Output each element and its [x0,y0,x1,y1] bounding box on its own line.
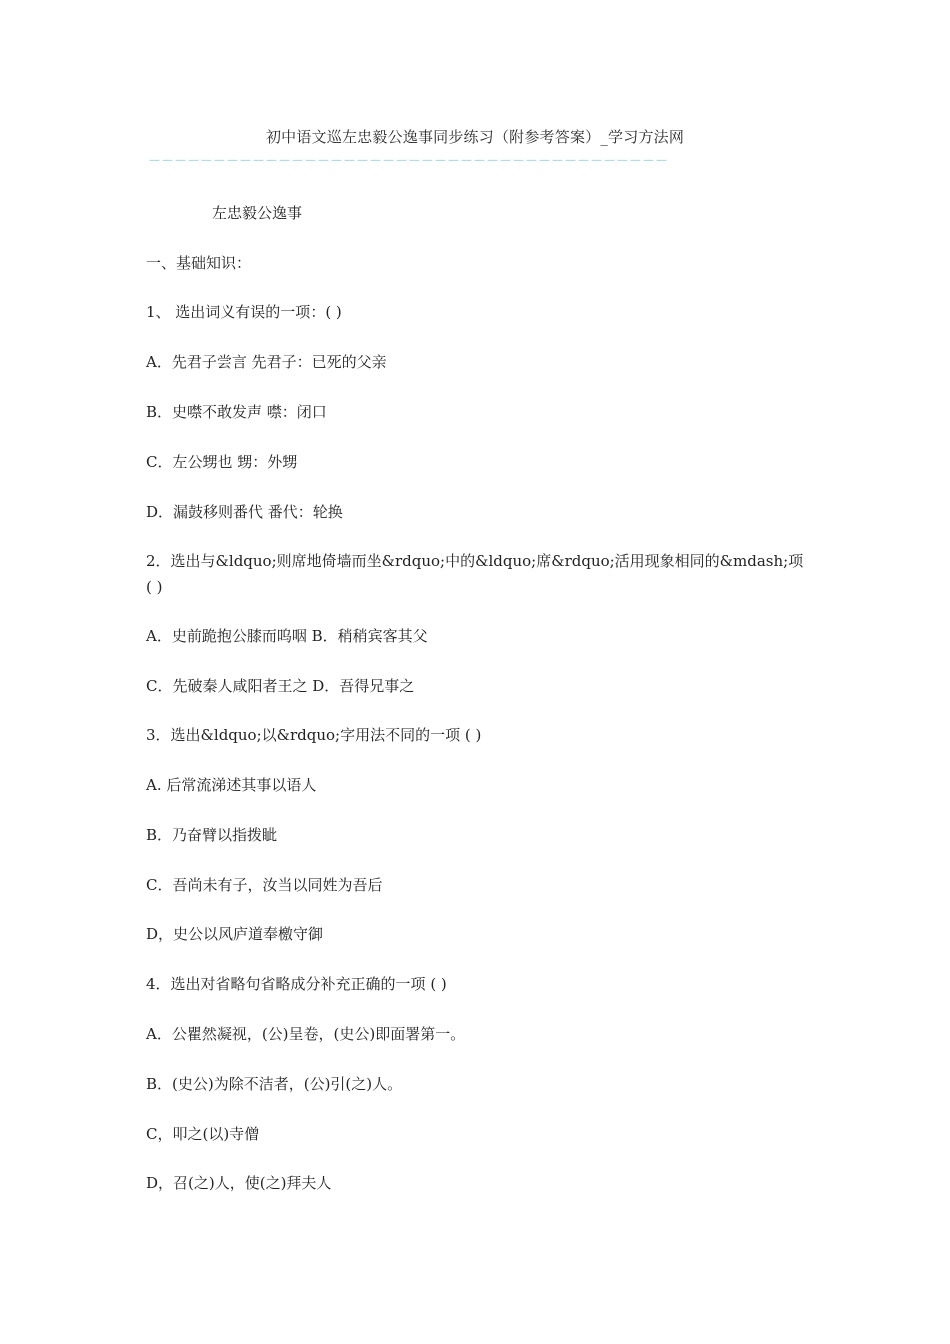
option-line: B．(史公)为除不洁者，(公)引(之)人。 [146,1075,403,1093]
option-line: C．先破秦人咸阳者王之 D．吾得兄事之 [146,677,415,695]
question-line: 1、 选出词义有误的一项：( ) [146,303,342,321]
option-line: A．先君子尝言 先君子：已死的父亲 [146,353,387,371]
option-line: D，史公以风庐道奉檄守御 [146,925,324,943]
option-line: C，叩之(以)寺僧 [146,1125,260,1143]
option-line: C．左公甥也 甥：外甥 [146,453,298,471]
option-line: D，召(之)人，使(之)拜夫人 [146,1174,332,1192]
section-heading: 一、基础知识： [146,254,252,272]
question-line: 3．选出&ldquo;以&rdquo;字用法不同的一项 ( ) [146,726,482,744]
option-line: B．史噤不敢发声 噤：闭口 [146,403,327,421]
lesson-title: 左忠毅公逸事 [212,204,303,222]
option-line: D．漏鼓移则番代 番代：轮换 [146,503,343,521]
option-line: B．乃奋臂以指拨眦 [146,826,278,844]
title-divider: －－－－－－－－－－－－－－－－－－－－－－－－－－－－－－－－－－－－－－－－ [148,154,669,169]
question-line: 4．选出对省略句省略成分补充正确的一项 ( ) [146,975,447,993]
option-line: A. 后常流涕述其事以语人 [146,776,317,794]
option-line: A．公瞿然凝视，(公)呈卷，(史公)即面署第一。 [146,1025,466,1043]
document-title: 初中语文巡左忠毅公逸事同步练习（附参考答案）_学习方法网 [265,128,685,146]
option-line: A．史前跪抱公膝而呜咽 B．稍稍宾客其父 [146,627,428,645]
option-line: C．吾尚未有子，汝当以同姓为吾后 [146,876,383,894]
question-line: 2．选出与&ldquo;则席地倚墙而坐&rdquo;中的&ldquo;席&rdquo;活用现象相同的&mdash;项 ( ) [146,552,804,596]
